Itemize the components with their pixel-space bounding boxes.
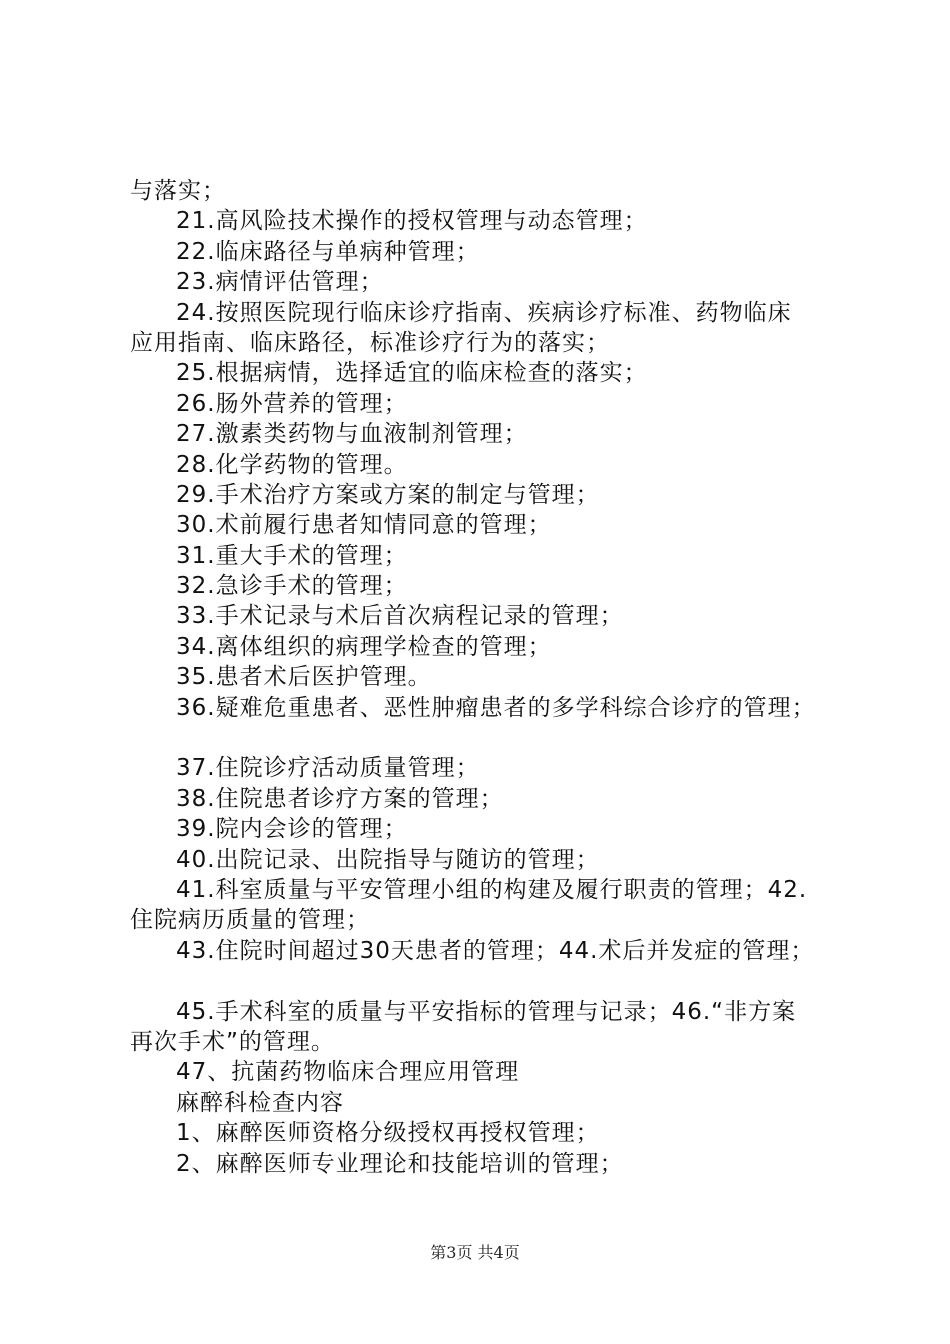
text-line: 45.手术科室的质量与平安指标的管理与记录；46.“非方案 [176, 998, 797, 1025]
text-line: 再次手术”的管理。 [130, 1028, 335, 1055]
text-line: 29.手术治疗方案或方案的制定与管理； [176, 481, 600, 508]
text-line: 21.高风险技术操作的授权管理与动态管理； [176, 208, 648, 235]
text-line: 与落实； [130, 178, 226, 204]
text-line: 43.住院时间超过30天患者的管理；44.术后并发症的管理； [176, 937, 815, 964]
text-line: 32.急诊手术的管理； [176, 573, 408, 600]
text-line: 23.病情评估管理； [176, 269, 384, 296]
text-line: 24.按照医院现行临床诊疗指南、疾病诊疗标准、药物临床 [176, 299, 792, 326]
text-line: 2、麻醉医师专业理论和技能培训的管理； [176, 1150, 624, 1177]
text-line: 33.手术记录与术后首次病程记录的管理； [176, 603, 624, 630]
text-line: 30.术前履行患者知情同意的管理； [176, 512, 552, 539]
text-line: 34.离体组织的病理学检查的管理； [176, 633, 552, 660]
text-line: 25.根据病情，选择适宜的临床检查的落实； [176, 360, 648, 387]
text-line: 38.住院患者诊疗方案的管理； [176, 785, 504, 812]
text-line: 47、抗菌药物临床合理应用管理 [176, 1059, 520, 1086]
text-line: 35.患者术后医护管理。 [176, 664, 432, 691]
text-line: 应用指南、临床路径，标准诊疗行为的落实； [130, 329, 610, 356]
page-footer: 第3页 共4页 [430, 1243, 520, 1262]
document-body [130, 176, 850, 1179]
blank-line [130, 723, 850, 753]
text-line: 39.院内会诊的管理； [176, 816, 408, 843]
text-line: 41.科室质量与平安管理小组的构建及履行职责的管理；42. [176, 876, 808, 903]
text-line: 37.住院诊疗活动质量管理； [176, 755, 480, 782]
text-line: 麻醉科检查内容 [176, 1089, 344, 1116]
text-line: 40.出院记录、出院指导与随访的管理； [176, 846, 600, 873]
text-line: 住院病历质量的管理； [130, 907, 370, 934]
text-line: 27.激素类药物与血液制剂管理； [176, 421, 528, 448]
text-line: 28.化学药物的管理。 [176, 451, 408, 478]
text-line: 26.肠外营养的管理； [176, 390, 408, 417]
text-line: 1、麻醉医师资格分级授权再授权管理； [176, 1120, 600, 1147]
text-line: 31.重大手术的管理； [176, 542, 408, 569]
text-line: 36.疑难危重患者、恶性肿瘤患者的多学科综合诊疗的管理； [176, 694, 816, 721]
text-line: 22.临床路径与单病种管理； [176, 238, 480, 265]
blank-line [130, 966, 850, 996]
